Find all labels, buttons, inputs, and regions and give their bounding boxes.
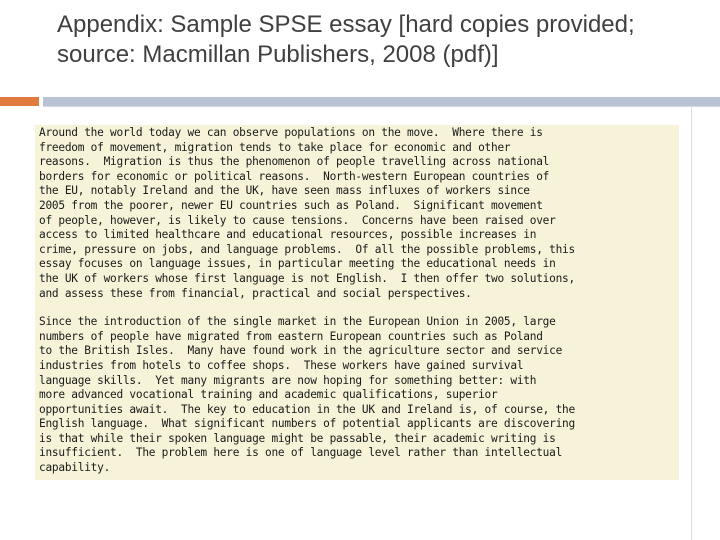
- essay-paragraph-1: Around the world today we can observe populations on the move. Where there is freedom of movement, migration tends to take place for economic and other reasons. Migration is thus the phenomenon of people travelling across national borders for economic or political reasons. North-western European countries of the EU, notably Ireland and the UK, have seen mass influxes of workers since 2005 from the poorer, newer EU countries such as Poland. Significant movement of people, however, is likely to cause tensions. Concerns have been raised over access to limited healthcare and educational resources, possible increases in crime, pressure on jobs, and language problems. Of all the possible problems, this essay focuses on language issues, in particular meeting the educational needs in the UK of workers whose first language is not English. I then offer two solutions, and assess these from financial, practical and social perspectives.: [39, 126, 575, 300]
- essay-paragraph-2: Since the introduction of the single market in the European Union in 2005, large numbers of people have migrated from eastern European countries such as Poland to the British Isles. Many have found work in the agriculture sector and service industries from hotels to coffee shops. These workers have gained survival language skills. Yet many migrants are now hoping for something better: with more advanced vocational training and academic qualifications, superior opportunities await. The key to education in the UK and Ireland is, of course, the English language. What significant numbers of potential applicants are discovering is that while their spoken language might be passable, their academic writing is insufficient. The problem here is one of language level rather than intellectual capability.: [39, 315, 575, 475]
- title-accent-bar-gray: [43, 97, 720, 106]
- right-margin-rule: [691, 106, 692, 540]
- slide-title: Appendix: Sample SPSE essay [hard copies provided; source: Macmillan Publishers, 2008 (pdf)]: [57, 11, 635, 68]
- sample-essay-image: [35, 125, 679, 480]
- title-underline-rule: [43, 106, 720, 107]
- title-accent-bar-orange: [0, 97, 39, 106]
